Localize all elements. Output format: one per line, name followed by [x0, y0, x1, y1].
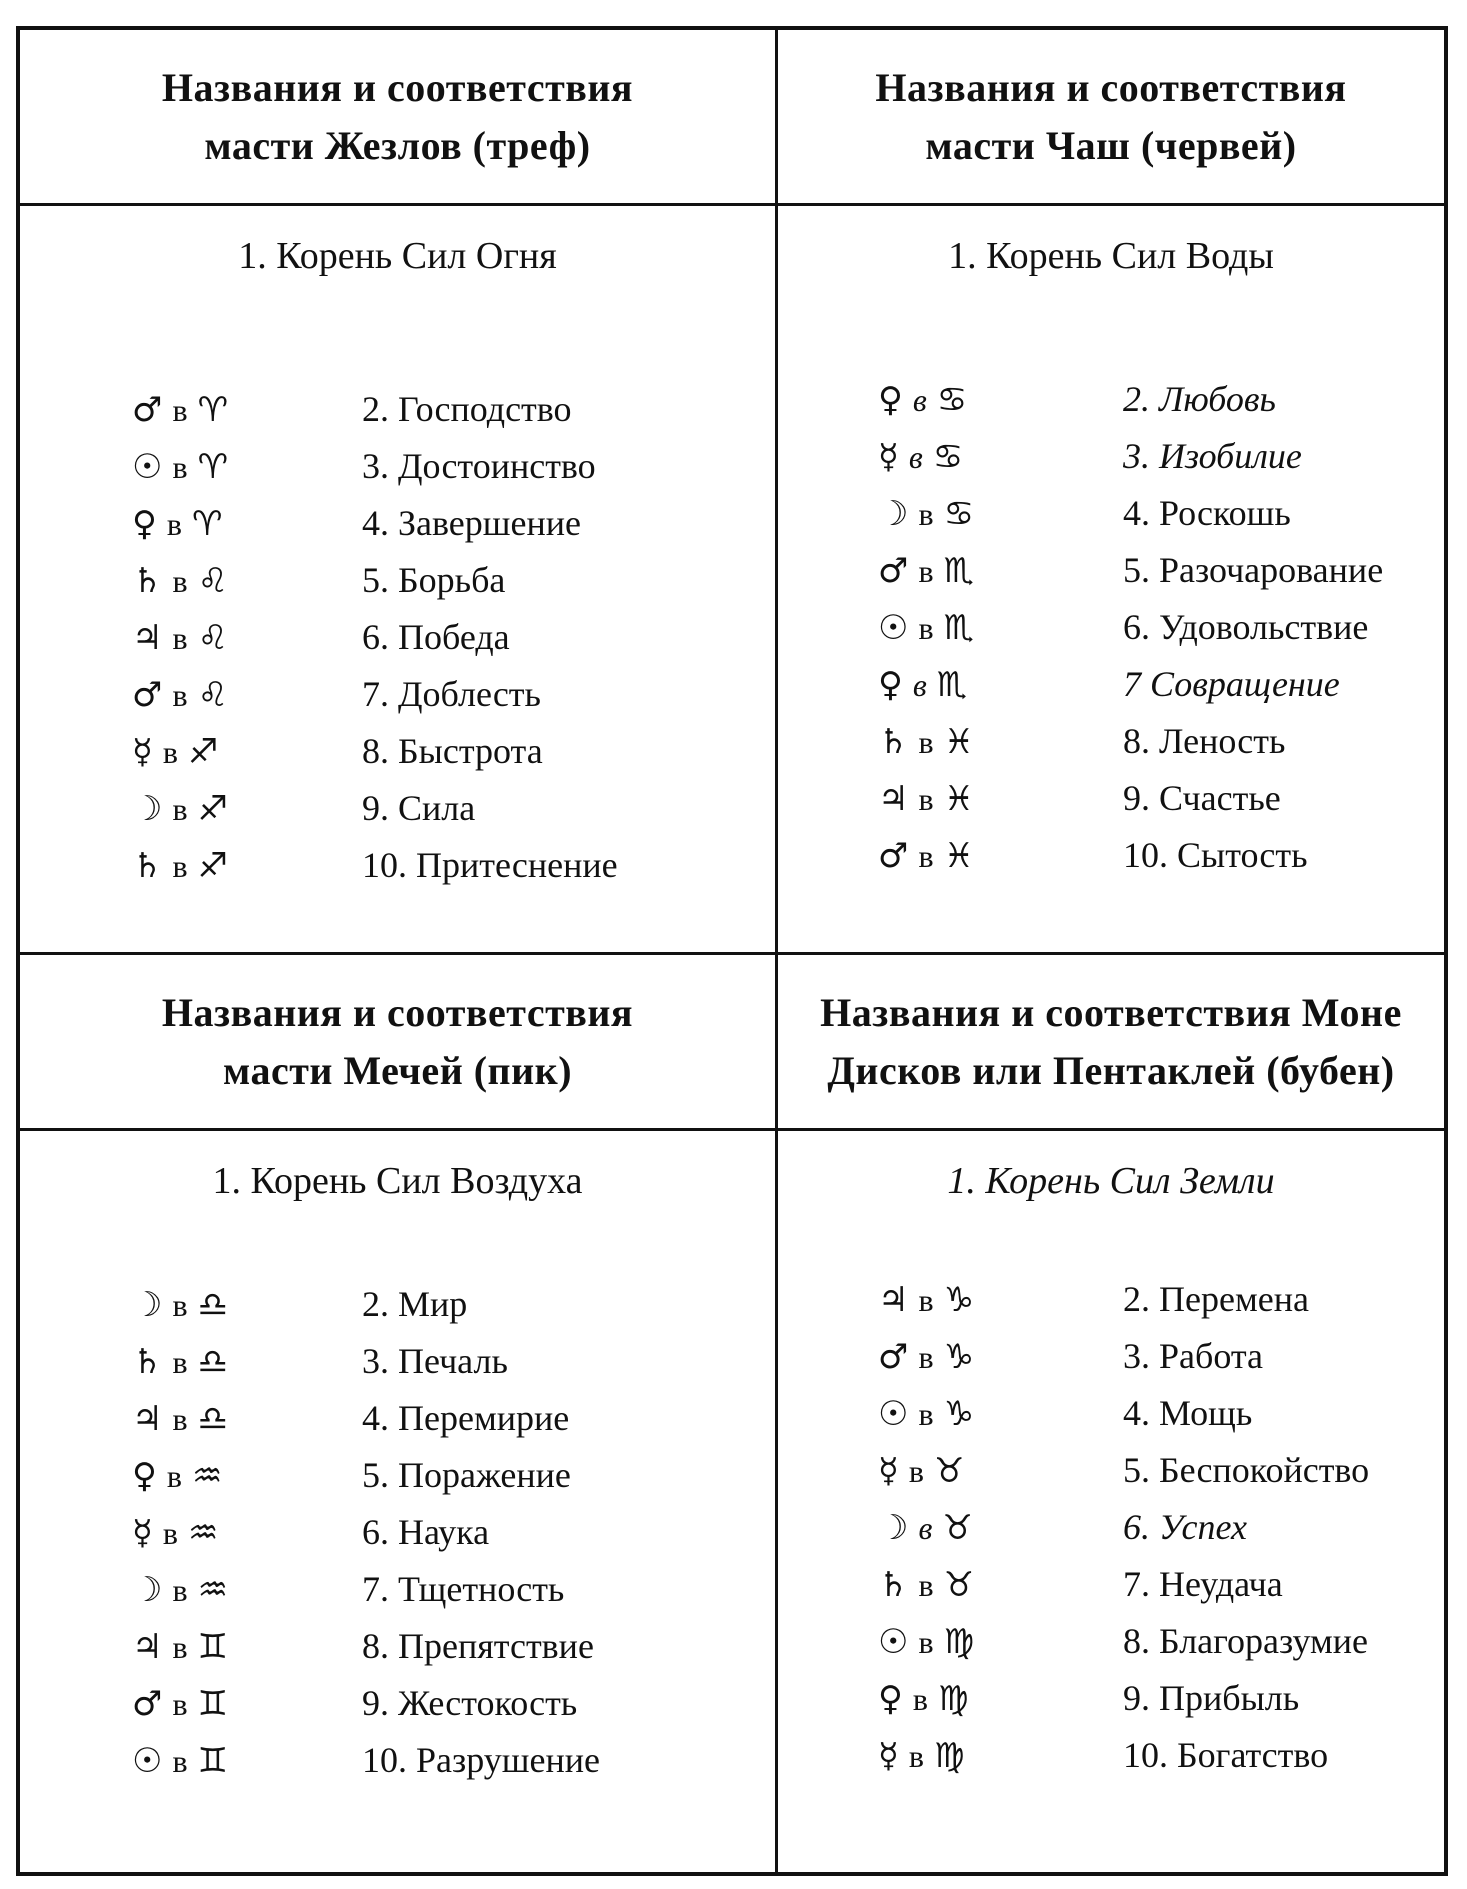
- card-name: 7 Совращение: [1123, 663, 1340, 704]
- connector: в: [172, 1628, 188, 1665]
- planet-glyph: ♀: [878, 664, 903, 705]
- card-row: [778, 427, 1444, 484]
- card-row: [20, 1332, 775, 1389]
- planet-glyph: ☉: [878, 1393, 909, 1434]
- root-title: 1. Корень Сил Воды: [948, 235, 1274, 277]
- zodiac-glyph: ♑: [943, 1279, 975, 1320]
- card-row: [20, 551, 775, 608]
- card-row: [778, 1441, 1444, 1498]
- suit-heading: [20, 30, 775, 206]
- connector: в: [166, 505, 183, 542]
- suits-table: [16, 26, 1448, 1876]
- card-name: 9. Прибыль: [1123, 1677, 1300, 1718]
- planet-glyph: ♄: [132, 845, 163, 886]
- zodiac-glyph: ♑: [943, 1393, 975, 1434]
- connector: в: [918, 1338, 934, 1375]
- connector: в: [172, 562, 188, 599]
- card-row: [778, 1498, 1444, 1555]
- card-row: [778, 370, 1444, 427]
- suit-heading: [778, 955, 1444, 1131]
- card-row: [778, 1555, 1444, 1612]
- connector: в: [912, 666, 927, 703]
- connector: в: [918, 552, 934, 589]
- card-row: [20, 1389, 775, 1446]
- suit-swords-cell: [20, 955, 778, 1872]
- zodiac-glyph: ♎: [197, 1341, 229, 1382]
- zodiac-glyph: ♎: [197, 1284, 229, 1325]
- connector: в: [172, 1343, 188, 1380]
- heading-line: масти Жезлов (треф): [204, 122, 591, 168]
- zodiac-glyph: ♑: [943, 1336, 975, 1377]
- zodiac-glyph: ♐: [197, 788, 229, 829]
- card-list: [20, 380, 775, 893]
- card-row: [778, 541, 1444, 598]
- card-row: [778, 1270, 1444, 1327]
- planet-glyph: ☿: [878, 1450, 899, 1491]
- card-row: [20, 1617, 775, 1674]
- card-name: 8. Благоразумие: [1123, 1620, 1369, 1661]
- card-name: 5. Беспокойство: [1123, 1449, 1370, 1490]
- planet-glyph: ♂: [132, 674, 163, 715]
- zodiac-glyph: ♉: [943, 1564, 975, 1605]
- zodiac-glyph: ♈: [192, 503, 223, 544]
- connector: в: [172, 1400, 188, 1437]
- zodiac-glyph: ♉: [933, 1450, 965, 1491]
- planet-glyph: ☉: [878, 607, 909, 648]
- card-name: 2. Господство: [362, 388, 572, 429]
- heading-line: масти Чаш (червей): [925, 122, 1297, 168]
- card-row: [778, 598, 1444, 655]
- connector: в: [918, 1623, 934, 1660]
- zodiac-glyph: ♊: [197, 1740, 229, 1781]
- connector: в: [918, 780, 934, 817]
- connector: в: [918, 837, 934, 874]
- suit-cups-cell: [778, 30, 1444, 955]
- card-row: [778, 1327, 1444, 1384]
- root-title: 1. Корень Сил Земли: [947, 1160, 1275, 1202]
- planet-glyph: ☽: [878, 493, 909, 534]
- connector: в: [162, 733, 178, 770]
- zodiac-glyph: ♓: [943, 835, 975, 876]
- connector: в: [912, 381, 927, 418]
- card-name: 8. Леность: [1123, 720, 1286, 761]
- card-name: 3. Изобилие: [1123, 435, 1302, 476]
- connector: в: [172, 448, 188, 485]
- suit-disks-cell: [778, 955, 1444, 1872]
- connector: в: [172, 1742, 188, 1779]
- planet-glyph: ♄: [132, 1341, 163, 1382]
- zodiac-glyph: ♍: [938, 1678, 969, 1719]
- card-name: 6. Победа: [362, 616, 510, 657]
- connector: в: [918, 1395, 934, 1432]
- planet-glyph: ♄: [878, 1564, 909, 1605]
- planet-glyph: ☿: [132, 1512, 153, 1553]
- planet-glyph: ☉: [132, 1740, 163, 1781]
- connector: в: [918, 609, 934, 646]
- connector: в: [172, 391, 188, 428]
- zodiac-glyph: ♏: [936, 664, 968, 705]
- suit-heading: [20, 955, 775, 1131]
- card-list: [778, 370, 1444, 883]
- card-name: 7. Неудача: [1123, 1563, 1283, 1604]
- zodiac-glyph: ♍: [933, 1735, 965, 1776]
- card-name: 5. Поражение: [362, 1454, 571, 1495]
- zodiac-glyph: ♈: [197, 446, 229, 487]
- card-name: 6. Успех: [1123, 1506, 1247, 1547]
- card-name: 3. Печаль: [362, 1340, 508, 1381]
- zodiac-glyph: ♏: [943, 607, 975, 648]
- planet-glyph: ☿: [878, 436, 899, 477]
- planet-glyph: ♂: [878, 550, 909, 591]
- connector: в: [918, 1566, 934, 1603]
- zodiac-glyph: ♒: [197, 1569, 229, 1610]
- card-row: [778, 1669, 1444, 1726]
- card-name: 3. Работа: [1123, 1335, 1263, 1376]
- card-list: [778, 1270, 1444, 1783]
- card-row: [20, 722, 775, 779]
- root-title: 1. Корень Сил Воздуха: [212, 1160, 583, 1202]
- connector: в: [172, 790, 188, 827]
- card-name: 4. Перемирие: [362, 1397, 570, 1438]
- card-name: 6. Наука: [362, 1511, 490, 1552]
- card-name: 7. Тщетность: [362, 1568, 565, 1609]
- planet-glyph: ♃: [132, 1626, 163, 1667]
- heading-line: Дисков или Пентаклей (бубен): [827, 1047, 1395, 1093]
- heading-line: Названия и соответствия Моне: [820, 989, 1402, 1035]
- connector: в: [918, 1281, 934, 1318]
- card-row: [20, 665, 775, 722]
- card-name: 4. Роскошь: [1123, 492, 1291, 533]
- card-row: [20, 1674, 775, 1731]
- card-list: [20, 1275, 775, 1788]
- zodiac-glyph: ♐: [197, 845, 229, 886]
- card-row: [20, 836, 775, 893]
- zodiac-glyph: ♓: [943, 778, 975, 819]
- card-name: 2. Любовь: [1123, 378, 1276, 419]
- zodiac-glyph: ♌: [197, 674, 229, 715]
- zodiac-glyph: ♊: [197, 1626, 229, 1667]
- connector: в: [908, 1737, 924, 1774]
- card-row: [778, 1384, 1444, 1441]
- connector: в: [912, 1680, 929, 1717]
- card-row: [20, 1560, 775, 1617]
- zodiac-glyph: ♋: [943, 493, 975, 534]
- card-name: 8. Быстрота: [362, 730, 543, 771]
- zodiac-glyph: ♌: [197, 617, 229, 658]
- card-name: 10. Разрушение: [362, 1739, 600, 1780]
- heading-line: Названия и соответствия: [875, 64, 1347, 110]
- planet-glyph: ♃: [132, 1398, 163, 1439]
- planet-glyph: ☿: [878, 1735, 899, 1776]
- heading-line: масти Мечей (пик): [222, 1047, 573, 1093]
- planet-glyph: ♂: [132, 1683, 163, 1724]
- zodiac-glyph: ♋: [932, 436, 964, 477]
- connector: в: [172, 619, 188, 656]
- card-row: [20, 1503, 775, 1560]
- connector: в: [166, 1457, 183, 1494]
- zodiac-glyph: ♈: [197, 389, 229, 430]
- card-name: 3. Достоинство: [362, 445, 596, 486]
- connector: в: [918, 723, 934, 760]
- planet-glyph: ☽: [132, 1569, 163, 1610]
- card-row: [778, 769, 1444, 826]
- zodiac-glyph: ♏: [943, 550, 975, 591]
- zodiac-glyph: ♎: [197, 1398, 229, 1439]
- planet-glyph: ♃: [878, 1279, 909, 1320]
- card-row: [20, 1275, 775, 1332]
- card-name: 4. Завершение: [362, 502, 581, 543]
- card-name: 5. Разочарование: [1123, 549, 1384, 590]
- card-row: [20, 779, 775, 836]
- card-name: 10. Богатство: [1123, 1734, 1329, 1775]
- card-name: 10. Притеснение: [362, 844, 618, 885]
- planet-glyph: ☿: [132, 731, 153, 772]
- card-row: [778, 826, 1444, 883]
- card-name: 6. Удовольствие: [1123, 606, 1369, 647]
- root-title: 1. Корень Сил Огня: [238, 235, 557, 277]
- planet-glyph: ♀: [878, 379, 903, 420]
- zodiac-glyph: ♒: [192, 1455, 223, 1496]
- card-name: 9. Счастье: [1123, 777, 1281, 818]
- card-name: 9. Сила: [362, 787, 476, 828]
- connector: в: [172, 676, 188, 713]
- card-row: [778, 712, 1444, 769]
- card-name: 2. Мир: [362, 1283, 468, 1324]
- card-name: 4. Мощь: [1123, 1392, 1253, 1433]
- planet-glyph: ♀: [878, 1678, 903, 1719]
- planet-glyph: ☽: [878, 1507, 909, 1548]
- card-row: [20, 437, 775, 494]
- planet-glyph: ♀: [132, 503, 157, 544]
- zodiac-glyph: ♋: [936, 379, 968, 420]
- card-row: [778, 1612, 1444, 1669]
- suit-heading: [778, 30, 1444, 206]
- card-row: [778, 484, 1444, 541]
- zodiac-glyph: ♍: [943, 1621, 975, 1662]
- card-row: [778, 655, 1444, 712]
- card-row: [20, 380, 775, 437]
- planet-glyph: ♀: [132, 1455, 157, 1496]
- heading-line: Названия и соответствия: [161, 989, 634, 1035]
- planet-glyph: ☉: [878, 1621, 909, 1662]
- connector: в: [162, 1514, 178, 1551]
- heading-line: Названия и соответствия: [161, 64, 634, 110]
- planet-glyph: ☉: [132, 446, 163, 487]
- card-row: [20, 494, 775, 551]
- planet-glyph: ☽: [132, 1284, 163, 1325]
- zodiac-glyph: ♊: [197, 1683, 229, 1724]
- card-name: 10. Сытость: [1123, 834, 1308, 875]
- card-name: 5. Борьба: [362, 559, 506, 600]
- connector: в: [172, 1571, 188, 1608]
- connector: в: [908, 438, 923, 475]
- connector: в: [918, 495, 934, 532]
- planet-glyph: ♃: [132, 617, 163, 658]
- connector: в: [172, 1685, 188, 1722]
- card-name: 9. Жестокость: [362, 1682, 578, 1723]
- connector: в: [908, 1452, 924, 1489]
- card-name: 7. Доблесть: [362, 673, 541, 714]
- connector: в: [172, 1286, 188, 1323]
- planet-glyph: ☽: [132, 788, 163, 829]
- planet-glyph: ♄: [132, 560, 163, 601]
- card-row: [20, 608, 775, 665]
- zodiac-glyph: ♉: [942, 1507, 973, 1548]
- zodiac-glyph: ♌: [197, 560, 229, 601]
- card-row: [20, 1446, 775, 1503]
- zodiac-glyph: ♐: [187, 731, 219, 772]
- planet-glyph: ♃: [878, 778, 909, 819]
- zodiac-glyph: ♒: [187, 1512, 219, 1553]
- card-name: 2. Перемена: [1123, 1278, 1309, 1319]
- zodiac-glyph: ♓: [943, 721, 975, 762]
- connector: в: [918, 1509, 933, 1546]
- card-row: [20, 1731, 775, 1788]
- suit-wands-cell: [20, 30, 778, 955]
- planet-glyph: ♂: [878, 835, 909, 876]
- card-name: 8. Препятствие: [362, 1625, 594, 1666]
- planet-glyph: ♄: [878, 721, 909, 762]
- planet-glyph: ♂: [132, 389, 163, 430]
- planet-glyph: ♂: [878, 1336, 909, 1377]
- card-row: [778, 1726, 1444, 1783]
- connector: в: [172, 847, 188, 884]
